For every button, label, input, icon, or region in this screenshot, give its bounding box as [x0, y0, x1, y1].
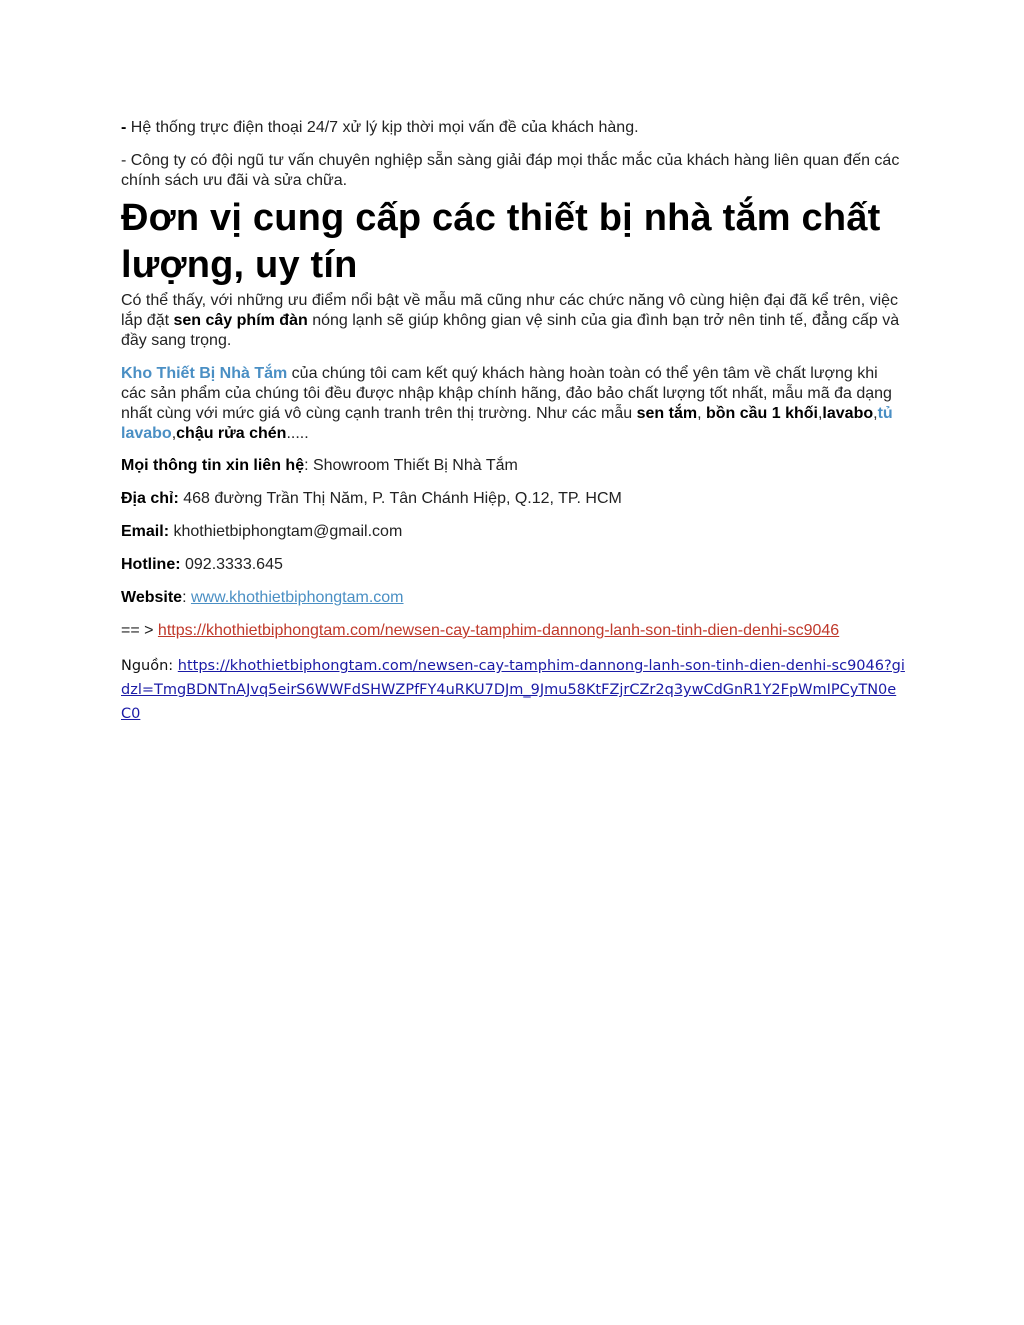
- kho-name-link[interactable]: Kho Thiết Bị Nhà Tắm: [121, 365, 288, 382]
- separator: ,: [817, 405, 823, 422]
- intro-text-1: Có thể thấy, với những ưu điểm nổi bật về mẫu mã cũng như các chức năng vô cùng hiện đại đã kể trên, việc lắp đặt: [121, 292, 899, 329]
- address-value: 468 đường Trần Thị Năm, P. Tân Chánh Hiệp, Q.12, TP. HCM: [178, 490, 622, 507]
- hotline-label: Hotline:: [121, 556, 181, 573]
- website-label: Website: [121, 589, 183, 606]
- intro-bold-product: sen cây phím đàn: [173, 312, 308, 329]
- kho-bold-lavabo: lavabo: [822, 405, 874, 422]
- hotline-value: 092.3333.645: [180, 556, 283, 573]
- source-label: Nguồn:: [121, 658, 178, 674]
- contact-info-label: Mọi thông tin xin liên hệ: [121, 457, 305, 474]
- kho-bold-chau-rua: chậu rửa chén: [176, 425, 287, 442]
- email-label: Email:: [121, 523, 170, 540]
- website-line: [121, 588, 906, 608]
- separator: ,: [697, 405, 706, 422]
- article-link[interactable]: https://khothietbiphongtam.com/newsen-cay-tamphim-dannong-lanh-son-tinh-dien-denhi-sc9046: [157, 622, 840, 639]
- email-line: [121, 522, 906, 542]
- address-label: Địa chỉ:: [121, 490, 179, 507]
- intro-text-2: nóng lạnh sẽ giúp không gian vệ sinh của gia đình bạn trở nên tinh tế, đẳng cấp và đầy sang trọng.: [121, 312, 900, 349]
- bullet-hotline-support: [121, 118, 906, 138]
- hotline-line: [121, 555, 906, 575]
- tu-lavabo-link[interactable]: tủ lavabo: [121, 405, 893, 442]
- source-line: [121, 654, 906, 726]
- website-sep: :: [182, 589, 191, 606]
- arrow-link-line: [121, 621, 906, 641]
- document-page: [121, 118, 906, 726]
- bullet-text: Hệ thống trực điện thoại 24/7 xử lý kịp thời mọi vấn đề của khách hàng.: [126, 119, 639, 136]
- bullet-dash: -: [121, 119, 127, 136]
- contact-info-line: [121, 456, 906, 476]
- ellipsis: .....: [286, 425, 309, 442]
- address-line: [121, 489, 906, 509]
- kho-bold-sen-tam: sen tắm: [636, 405, 698, 422]
- website-link[interactable]: www.khothietbiphongtam.com: [190, 589, 404, 606]
- kho-bold-bon-cau: bồn cầu 1 khối: [705, 405, 818, 422]
- contact-info-value: : Showroom Thiết Bị Nhà Tắm: [304, 457, 518, 474]
- email-value: khothietbiphongtam@gmail.com: [169, 523, 403, 540]
- kho-text: của chúng tôi cam kết quý khách hàng hoàn toàn có thể yên tâm về chất lượng khi các sản phẩm của chúng tôi đều được nhập khập chính hãng, đảo bảo chất lượng tốt nhất, mẫu mã đa dạng nhất cùng với mức giá vô cùng cạnh tranh trên thị trường. Như các mẫu: [121, 365, 892, 422]
- section-heading: Đơn vị cung cấp các thiết bị nhà tắm chất lượng, uy tín: [121, 197, 881, 286]
- bullet-consulting-team: - Công ty có đội ngũ tư vấn chuyên nghiệp sẵn sàng giải đáp mọi thắc mắc của khách hàng liên quan đến các chính sách ưu đãi và sửa chữa.: [121, 152, 900, 189]
- separator: ,: [171, 425, 177, 442]
- separator: ,: [873, 405, 878, 422]
- arrow-prefix: == >: [121, 622, 158, 639]
- kho-paragraph: [121, 364, 906, 444]
- source-link[interactable]: https://khothietbiphongtam.com/newsen-cay-tamphim-dannong-lanh-son-tinh-dien-denhi-sc9046?gidzl=TmgBDNTnAJvq5eirS6WWFdSHWZPfFY4uRKU7DJm_9Jmu58KtFZjrCZr2q3ywCdGnR1Y2FpWmIPCyTN0eC0: [121, 658, 905, 722]
- intro-paragraph: [121, 291, 906, 351]
